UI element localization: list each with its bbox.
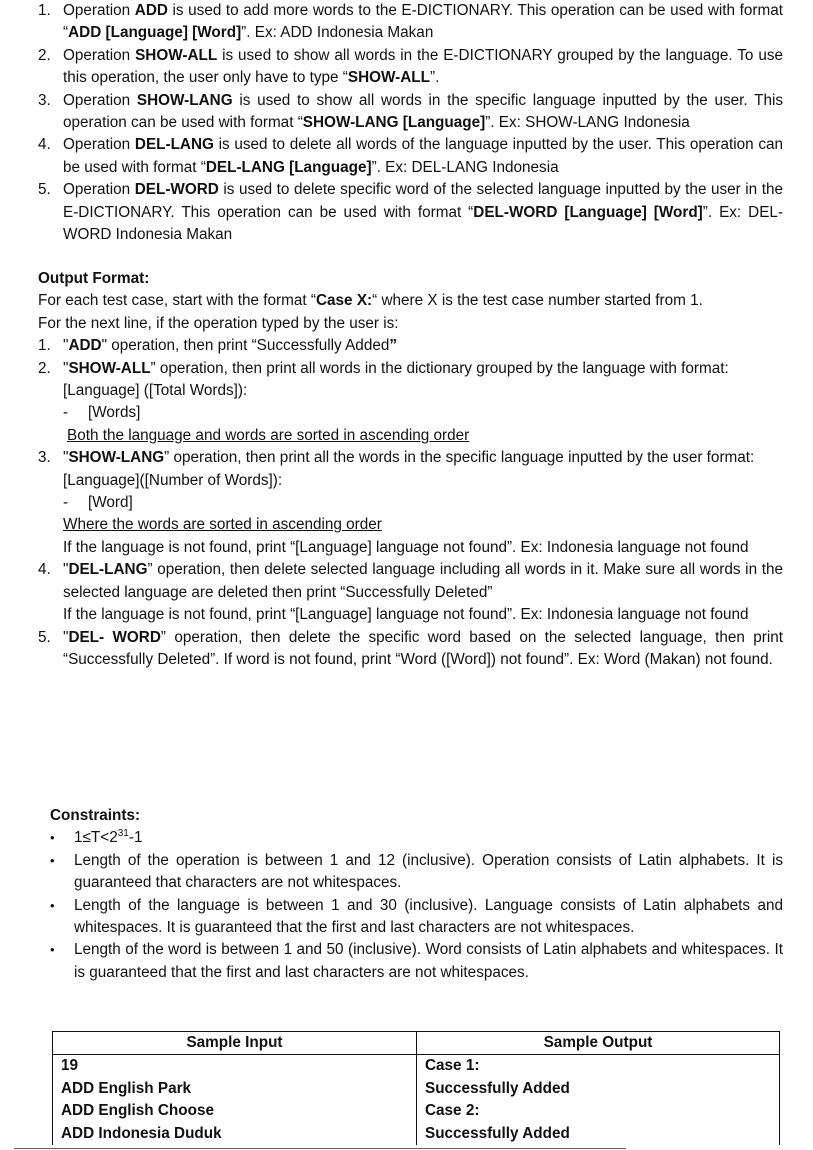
operation-name: SHOW-ALL [68,359,151,377]
operation-name: DEL-LANG [134,136,214,154]
not-found-note: If the language is not found, print “[Language] language not found”. Ex: Indonesia language not found [63,538,749,556]
operation-name: ADD [68,337,102,355]
operation-name: SHOW-LANG [136,91,233,109]
sample-output-line: Successfully Added [425,1079,570,1097]
output-format-heading: Output Format: [38,270,150,287]
operation-text: is used to add more words to the E-DICTIONARY. This operation can be used with format “ [63,2,783,42]
operation-text: Operation [63,2,135,19]
operation-text: Operation [63,91,137,109]
not-found-note: If the language is not found, print “[Language] language not found”. Ex: Indonesia language not found [63,606,749,624]
sample-output-line: Case 2: [425,1102,480,1120]
output-format-intro: For each test case, start with the format “Case X:“ where X is the test case number started from 1. [38,292,703,310]
constraint-item: • Length of the operation is between 1 and 12 (inclusive). Operation consists of Latin alphabets. It is guaranteed that characters are not whitespaces. [50,851,783,892]
operation-item-show-all [38,45,783,90]
constraint-item: • Length of the language is between 1 and 30 (inclusive). Language consists of Latin alphabets and whitespaces. It is guaranteed that the first and last characters are not whitespaces. [50,896,783,937]
item-number: 2. [38,359,51,377]
operation-text: is used to delete all words of the language inputted by the user. This operation can be used with format “ [63,136,783,176]
operation-format: DEL-WORD [Language] [Word] [473,203,703,221]
operation-item-del-lang [38,134,783,179]
sort-note: Where the words are sorted in ascending order [63,516,382,534]
bullet-icon: • [50,830,55,846]
sample-output-header: Sample Output [417,1032,780,1055]
sample-input-line: ADD Indonesia Duduk [61,1124,222,1142]
bullet-icon: • [50,942,55,958]
operation-format: DEL-LANG [Language] [205,158,372,176]
output-item-add: 1. "ADD" operation, then print “Successfully Added” [38,335,783,357]
operation-name: SHOW-ALL [135,46,218,64]
operation-item-add [38,0,783,45]
sample-input-line: ADD English Park [61,1079,192,1097]
operation-text: ”. Ex: DEL-WORD Indonesia Makan [63,203,783,244]
operation-name: DEL-WORD [134,181,219,199]
operation-name: DEL- WORD [68,628,161,646]
format-dash-line: - [Word] [63,494,133,512]
sample-table-body [53,1055,780,1145]
sample-input-line: 19 [61,1057,79,1075]
constraint-item: • $1\le T<2^{31}-1$ [50,827,783,849]
output-item-del-word: 5. "DEL- WORD” operation, then delete the specific word based on the selected language, then print “Successfully Deleted”. If word is not found, print “Word ([Word]) not found”. Ex: Word (Makan) not found. [38,628,784,668]
sample-output-line: Case 1: [425,1057,480,1075]
sample-input-line: ADD English Choose [61,1102,214,1120]
item-number: 3. [38,91,51,109]
output-item-show-all: 2. "SHOW-ALL” operation, then print all words in the dictionary grouped by the language with format: [Language] ([Total Words]): - [Words] Both the language and words are sorted in ascending order [38,358,783,448]
operation-format: SHOW-LANG [Language] [302,114,486,132]
operation-format: ADD [Language] [Word] [68,24,242,42]
operation-text: ”. Ex: SHOW-LANG Indonesia [485,114,690,132]
operation-text: ”. Ex: DEL-LANG Indonesia [371,158,559,176]
sample-output-line: Successfully Added [425,1124,570,1142]
operation-text: ”. [429,69,440,87]
sample-table [52,1031,780,1145]
output-item-show-lang: 3. "SHOW-LANG” operation, then print all the words in the specific language inputted by the user format: [Language]([Number of Words]): - [Word] Where the words are sorted in ascending order If the language is not found, print “[Language] language not found”. Ex: Indonesia language not found [38,447,783,559]
bullet-icon: • [50,897,55,913]
constraints-section [50,805,783,984]
operation-name: ADD [134,2,168,19]
output-format-intro-2: For the next line, if the operation typed by the user is: [38,314,399,332]
operation-text: Operation [63,181,135,199]
format-dash-line: - [Words] [63,404,141,422]
item-number: 5. [38,628,51,646]
output-item-del-lang: 4. "DEL-LANG” operation, then delete selected language including all words in it. Make sure all words in the selected language are deleted then print “Successfully Deleted” If the language is not found, print “[Language] language not found”. Ex: Indonesia language not found [38,559,783,626]
operation-format: SHOW-ALL [347,69,430,87]
operation-name: SHOW-LANG [68,449,165,467]
operation-text: Operation [63,46,136,64]
constraints-heading: Constraints: [50,807,141,824]
sample-output-cell [417,1055,780,1145]
output-format-section [38,268,783,671]
item-number: 3. [38,449,51,467]
operation-text: is used to show all words in the specific language inputted by the user. This operation can be used with format “ [63,91,783,132]
sample-input-cell [53,1055,417,1145]
item-number: 2. [38,46,51,64]
format-line: [Language] ([Total Words]): [63,382,248,400]
operation-item-show-lang [38,90,783,135]
sample-table-header [53,1032,780,1055]
format-line: [Language]([Number of Words]): [63,471,283,489]
operation-item-del-word [38,179,783,246]
bullet-icon: • [50,852,55,868]
item-number: 4. [38,136,51,154]
operation-text: Operation [63,136,135,154]
item-number: 1. [38,2,51,19]
operation-text: is used to delete specific word of the selected language inputted by the user in the E-DICTIONARY. This operation can be used with format “ [63,181,783,221]
item-number: 4. [38,561,51,579]
operation-text: ”. Ex: ADD Indonesia Makan [241,24,434,42]
operation-text: is used to show all words in the E-DICTIONARY grouped by the language. To use this operation, the user only have to type “ [63,46,783,87]
operation-name: DEL-LANG [68,561,148,579]
item-number: 5. [38,181,51,199]
sort-note: Both the language and words are sorted in ascending order [67,426,470,444]
sample-input-header: Sample Input [53,1032,417,1055]
item-number: 1. [38,337,51,355]
constraint-item: • Length of the word is between 1 and 50 (inclusive). Word consists of Latin alphabets and whitespaces. It is guaranteed that the first and last characters are not whitespaces. [50,941,783,981]
operations-list [38,0,783,246]
page-bottom-divider [14,1148,626,1149]
